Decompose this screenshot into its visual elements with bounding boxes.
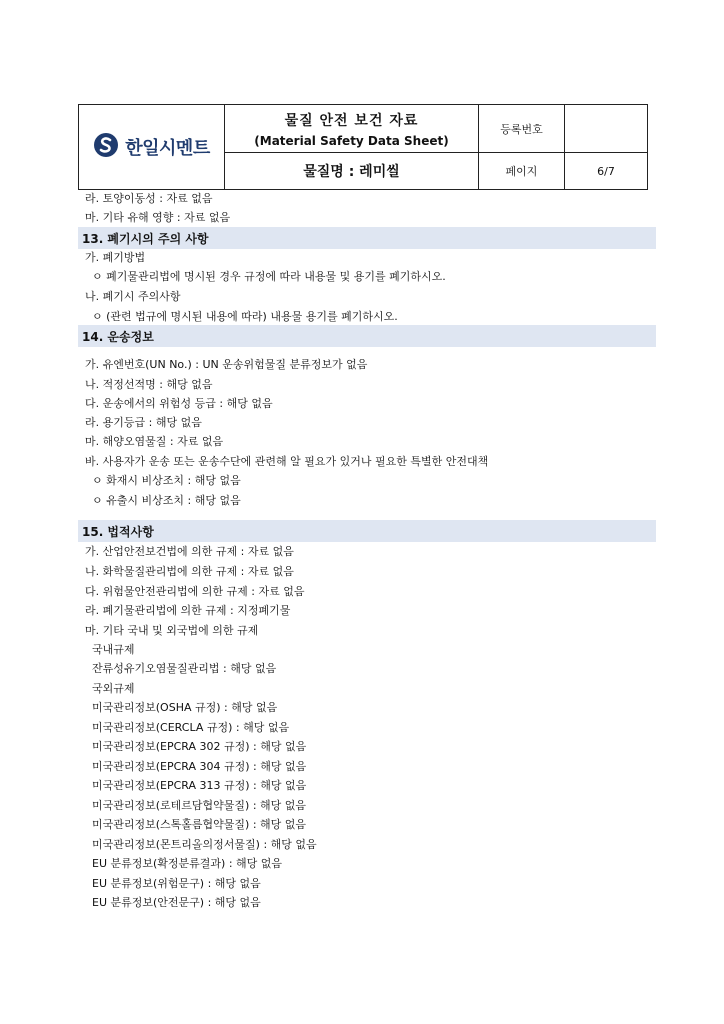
text-line: 마. 해양오염물질 : 자료 없음 xyxy=(85,435,224,448)
text-line: 국내규제 xyxy=(92,643,135,656)
text-line: 다. 위험물안전관리법에 의한 규제 : 자료 없음 xyxy=(85,585,305,598)
text-line: EU 분류정보(확정분류결과) : 해당 없음 xyxy=(92,857,283,870)
text-line: 가. 유엔번호(UN No.) : UN 운송위험물질 분류정보가 없음 xyxy=(85,358,368,371)
text-line: 마. 기타 유해 영향 : 자료 없음 xyxy=(85,211,231,224)
product-name: 물질명 : 레미씰 xyxy=(225,153,479,189)
section-heading-14: 14. 운송정보 xyxy=(78,325,656,347)
text-line: 미국관리정보(몬트리올의정서물질) : 해당 없음 xyxy=(92,838,317,851)
text-line: 미국관리정보(OSHA 규정) : 해당 없음 xyxy=(92,701,278,714)
logo-cell xyxy=(79,105,225,189)
msds-header-table xyxy=(78,104,648,190)
text-line: 미국관리정보(EPCRA 302 규정) : 해당 없음 xyxy=(92,740,307,753)
text-line: 미국관리정보(EPCRA 313 규정) : 해당 없음 xyxy=(92,779,307,792)
registration-label: 등록번호 xyxy=(479,105,565,153)
text-line: 나. 폐기시 주의사항 xyxy=(85,290,181,303)
text-line: 나. 화학물질관리법에 의한 규제 : 자료 없음 xyxy=(85,565,294,578)
text-line: 국외규제 xyxy=(92,682,135,695)
text-line: EU 분류정보(위험문구) : 해당 없음 xyxy=(92,877,261,890)
bullet-line: ㅇ (관련 법규에 명시된 내용에 따라) 내용물 용기를 폐기하시오. xyxy=(92,310,398,323)
text-line: 가. 산업안전보건법에 의한 규제 : 자료 없음 xyxy=(85,545,294,558)
text-line: EU 분류정보(안전문구) : 해당 없음 xyxy=(92,896,261,909)
section-heading-15: 15. 법적사항 xyxy=(78,520,656,542)
text-line: 잔류성유기오염물질관리법 : 해당 없음 xyxy=(92,662,277,675)
text-line: 라. 토양이동성 : 자료 없음 xyxy=(85,192,213,205)
page-label: 페이지 xyxy=(479,153,565,189)
text-line: 미국관리정보(CERCLA 규정) : 해당 없음 xyxy=(92,721,290,734)
text-line: 가. 폐기방법 xyxy=(85,251,146,264)
text-line: 마. 기타 국내 및 외국법에 의한 규제 xyxy=(85,624,259,637)
text-line: 미국관리정보(스톡홀름협약물질) : 해당 없음 xyxy=(92,818,307,831)
company-logo xyxy=(93,132,209,162)
hanil-s-logo-icon xyxy=(93,132,119,162)
bullet-line: ㅇ 화재시 비상조치 : 해당 없음 xyxy=(92,474,241,487)
text-line: 라. 용기등급 : 해당 없음 xyxy=(85,416,202,429)
page-number: 6/7 xyxy=(597,164,615,178)
section-heading-13: 13. 폐기시의 주의 사항 xyxy=(78,227,656,249)
registration-value xyxy=(565,105,647,153)
text-line: 미국관리정보(로테르담협약물질) : 해당 없음 xyxy=(92,799,307,812)
document-title-english: (Material Safety Data Sheet) xyxy=(254,133,449,148)
text-line: 미국관리정보(EPCRA 304 규정) : 해당 없음 xyxy=(92,760,307,773)
text-line: 바. 사용자가 운송 또는 운송수단에 관련해 알 필요가 있거나 필요한 특별한 안전대책 xyxy=(85,455,489,468)
text-line: 다. 운송에서의 위험성 등급 : 해당 없음 xyxy=(85,397,273,410)
text-line: 라. 폐기물관리법에 의한 규제 : 지정폐기물 xyxy=(85,604,291,617)
bullet-line: ㅇ 유출시 비상조치 : 해당 없음 xyxy=(92,494,241,507)
logo-text: 한일시멘트 xyxy=(125,138,210,159)
document-title-korean: 물질 안전 보건 자료 xyxy=(284,112,419,129)
bullet-line: ㅇ 폐기물관리법에 명시된 경우 규정에 따라 내용물 및 용기를 폐기하시오. xyxy=(92,270,446,283)
title-cell xyxy=(225,105,479,153)
text-line: 나. 적정선적명 : 해당 없음 xyxy=(85,378,213,391)
